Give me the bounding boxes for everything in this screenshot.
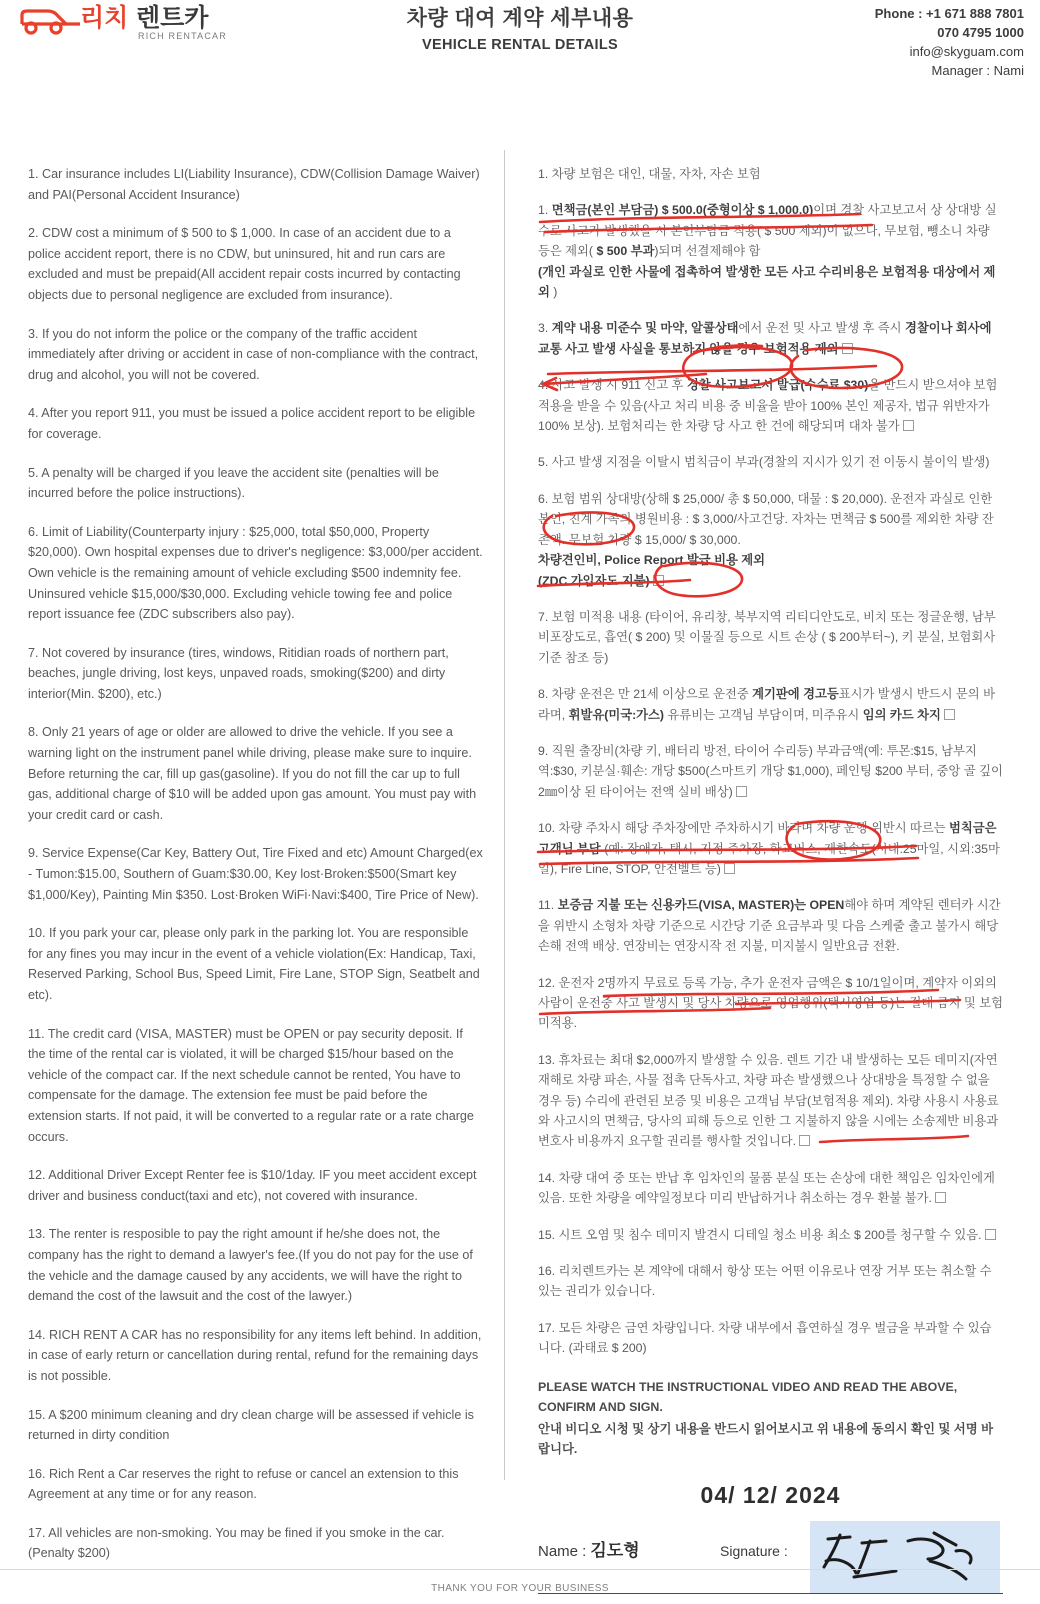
contract-date: 04/ 12/ 2024 <box>700 1481 841 1508</box>
contact-phone-secondary: 070 4795 1000 <box>937 25 1024 40</box>
terms-korean-list <box>538 164 1003 1359</box>
document-header <box>0 0 1040 96</box>
signing-notice <box>538 1377 1003 1459</box>
term-en-15: 15. A $200 minimum cleaning and dry clean charge will be assessed if vehicle is returned in dirty condition <box>28 1407 474 1443</box>
renter-name-label: Name : <box>538 1543 587 1561</box>
contact-phone: Phone : +1 671 888 7801 <box>874 6 1024 21</box>
term-ko-checkbox-9[interactable] <box>736 786 747 797</box>
term-en-4: 4. After you report 911, you must be issued a police accident report to be eligible for coverage. <box>28 406 476 441</box>
term-ko-3: 3. 계약 내용 미준수 및 마약, 알콜상태에서 운전 및 사고 발생 후 즉시 경찰이나 회사에 교통 사고 발생 사실을 통보하지 않을 경우 보험적용 제외 <box>538 321 992 356</box>
term-ko-4: 4. 사고 발생 시 911 신고 후 경찰 사고보고서 발급(수수료 $30)을 반드시 받으셔야 보험 적용을 받을 수 있음(사고 처리 비용 중 비율을 받아 100% 본인 제공자, 법규 위반자가 100% 보상). 보험처리는 한 차량 당 사고 한 건에 해당되며 대차 불가 <box>538 378 998 434</box>
title-english: VEHICLE RENTAL DETAILS <box>422 37 618 53</box>
term-ko-checkbox-6[interactable] <box>653 575 664 586</box>
term-en-12: 12. Additional Driver Except Renter fee is $10/1day. IF you meet accident except driver and business conduct(taxi and etc), not covered with insurance. <box>28 1168 477 1203</box>
term-ko-12: 12. 운전자 2명까지 무료로 등록 가능, 추가 운전자 금액은 $ 10/1일이며, 계약자 이외의 사람이 운전중 사고 발생시 및 당사 차량으로 영업행위(택시영업 등)는 절대 금지 및 보험 미적용. <box>538 975 1003 1031</box>
svg-text:RICH RENTACAR: RICH RENTACAR <box>138 31 227 41</box>
term-en-3: 3. If you do not inform the police or the company of the traffic accident immediately after driving or accident in case of non-compliance with the contract, drug and alcohol, you will not be covered. <box>28 326 479 382</box>
svg-text:렌트카: 렌트카 <box>136 4 209 32</box>
term-ko-17: 17. 모든 차량은 금연 차량입니다. 차량 내부에서 흡연하실 경우 벌금을 부과할 수 있습니다. (과태료 $ 200) <box>538 1320 992 1356</box>
term-ko-checkbox-4[interactable] <box>903 420 914 431</box>
term-ko-13: 13. 휴차료는 최대 $2,000까지 발생할 수 있음. 렌트 기간 내 발생하는 모든 데미지(자연재해로 차량 파손, 사물 접촉 단독사고, 차량 파손 발생했으나 상대방을 특정할 수 없을 경우 등) 수리에 관련된 보증 및 비용은 고객님 부담(보험적용 제외). 차량 사용시 사용료와 사고시의 면책금, 당사의 피해 등으로 인한 그 지불하지 않을 시에는 소송제반 비용과 변호사 비용까지 요구할 권리를 행사할 것입니다. <box>538 1052 999 1149</box>
notice-korean: 안내 비디오 시청 및 상기 내용을 반드시 읽어보시고 위 내용에 동의시 확인 및 서명 바랍니다. <box>538 1421 994 1456</box>
term-ko-11: 11. 보증금 지불 또는 신용카드(VISA, MASTER)는 OPEN해야 하며 계약된 렌터카 시간을 위반시 소형차 차량 기준으로 시간당 기준 요금부과 및 다음 스케줄 출고 불가시 해당 손해 전액 배상. 연장비는 연장시작 전 지불, 미지불시 일반요금 전환. <box>538 898 1001 954</box>
term-en-10: 10. If you park your car, please only park in the parking lot. You are responsible for any fines you may incur in the event of a vehicle violation(Ex: Handicap, Taxi, Reserved Parking, School Bus, Speed Limit, Fire Lane, STOP Sign, Seatbelt and etc). <box>28 926 480 1002</box>
term-en-9: 9. Service Expense(Car Key, Battery Out, Tire Fixed and etc) Amount Charged(ex - Tumon:$15.00, Southern of Guam:$30.00, Key lost·Broken:$500(Smart key $1,000/Key), Painting Min $350. Lost·Broken WiFi·Navi:$400, Tire Price of New). <box>28 846 483 902</box>
term-ko-8: 8. 차량 운전은 만 21세 이상으로 운전중 계기판에 경고등표시가 발생시 반드시 문의 바라며, 휘발유(미국:가스) 유류비는 고객님 부담이며, 미주유시 임의 카드 차지 <box>538 687 995 722</box>
term-en-6: 6. Limit of Liability(Counterparty injury : $25,000, total $50,000, Property $20,000). Own hospital expenses due to driver's negligence: $3,000/per accident. Own vehicle is the remaining amount of vehicle excluding $500 indemnity fee. Uninsured vehicle $15,000/$30,000. Excluding vehicle towing fee and police report issuance fee (ZDC subscribers also pay). <box>28 524 483 622</box>
signature-label: Signature : <box>720 1543 788 1560</box>
term-ko-2: 1. 면책금(본인 부담금) $ 500.0(중형이상 $ 1,000.0)이며 경찰 사고보고서 상 상대방 실수로 사고가 발생했을 시 본인부담금 적용( $ 500 제외)이 없으나, 무보험, 뺑소니 차량 등은 제외( $ 500 부과)되며 선결제해야 함 (개인 과실로 인한 사물에 접촉하여 발생한 모든 사고 수리비용은 보험적용 대상에서 제외 ) <box>538 203 997 300</box>
term-ko-checkbox-15[interactable] <box>985 1229 996 1240</box>
term-ko-7: 7. 보험 미적용 내용 (타이어, 유리창, 북부지역 리티디안도로, 비치 또는 정글운행, 남부 비포장도로, 흡연( $ 200) 및 이물질 등으로 시트 손상 ( $ 200부터~), 키 분실, 보험회사 기준 참조 등) <box>538 609 996 665</box>
term-en-8: 8. Only 21 years of age or older are allowed to drive the vehicle. If you see a warning light on the instrument panel while driving, please make sure to inquire. Before returning the car, fill up gas(gasoline). If you do not fill the car up to full gas, additional charge of $10 will be added upon gas amount. You must pay with your credit card or cash. <box>28 725 477 822</box>
notice-english: PLEASE WATCH THE INSTRUCTIONAL VIDEO AND READ THE ABOVE, CONFIRM AND SIGN. <box>538 1379 958 1414</box>
term-en-14: 14. RICH RENT A CAR has no responsibility for any items left behind. In addition, in case of early return or cancellation during rental, refund for the remaining days is not possible. <box>28 1327 482 1383</box>
terms-korean-column <box>538 164 1003 1603</box>
terms-english-column <box>28 164 483 1582</box>
term-ko-15: 15. 시트 오염 및 침수 데미지 발견시 디테일 청소 비용 최소 $ 200를 청구할 수 있음. <box>538 1225 1003 1245</box>
term-en-11: 11. The credit card (VISA, MASTER) must be OPEN or pay security deposit. If the time of the rental car is violated, it will be charged $15/hour based on the vehicle of the compact car. If the next schedule cannot be rented, You have to compensate for the damage. The extension fee must be paid before the extension starts. If not paid, it will be converted to a regular rate or a rate charge occurs. <box>28 1026 474 1144</box>
term-ko-10: 10. 차량 주차시 해당 주차장에만 주차하시기 바라며 차량 운행 위반시 따르는 범칙금은 고객님 부담 (예: 장애자, 택시, 지정 주차장, 학교버스, 제한속도(시내:25마일, 시외:35마일), Fire Line, STOP, 안전벨트 등) <box>538 821 1000 876</box>
term-ko-14: 14. 차량 대여 중 또는 반납 후 임차인의 물품 분실 또는 손상에 대한 책임은 임차인에게 있음. 또한 차량을 예약일정보다 미리 반납하거나 취소하는 경우 환불 불가. <box>538 1170 995 1206</box>
term-en-13: 13. The renter is resposible to pay the right amount if he/she does not, the company has the right to demand a lawyer's fee.(If you do not pay for the use of the vehicle and the damage caused by any accidents, we will have the right to demand the cost of the lawsuit and the cost of the lawyer.) <box>28 1227 473 1304</box>
column-divider <box>504 150 505 1480</box>
title-korean: 차량 대여 계약 세부내용 <box>406 7 634 30</box>
term-ko-6: 6. 보험 범위 상대방(상해 $ 25,000/ 총 $ 50,000, 대물 : $ 20,000). 운전자 과실로 인한 본인, 친계 가족의 병원비용 : $ 3,000/사고건당. 자차는 면책금 $ 500를 제외한 차량 잔존액. 무보험 차량 $ 15,000/ $ 30,000. 차량견인비, Police Report 발급 비용 제외 (ZDC 가입자도 지불) <box>538 491 994 588</box>
renter-name-value: 김도형 <box>590 1541 640 1561</box>
term-en-2: 2. CDW cost a minimum of $ 500 to $ 1,000. In case of an accident due to a police accident report, there is no CDW, but uninsured, hit and run cars are excluded and must be prepaid(All accident repair costs incurred by contacting objects due to personal negligence are excluded from insurance). <box>28 226 461 302</box>
contact-manager: Manager : Nami <box>931 63 1024 78</box>
term-ko-1: 1. 차량 보험은 대인, 대물, 자차, 자손 보험 <box>538 167 761 181</box>
svg-text:리치: 리치 <box>80 4 129 32</box>
footer-thanks: THANK YOU FOR YOUR BUSINESS <box>431 1583 609 1594</box>
term-ko-checkbox-3[interactable] <box>842 343 853 354</box>
term-ko-checkbox-8[interactable] <box>944 709 955 720</box>
term-en-5: 5. A penalty will be charged if you leave the accident site (penalties will be incurred before the police instructions). <box>28 465 439 501</box>
term-en-1: 1. Car insurance includes LI(Liability Insurance), CDW(Collision Damage Waiver) and PAI(Personal Accident Insurance) <box>28 167 480 202</box>
renter-name-field <box>538 1541 640 1562</box>
term-en-16: 16. Rich Rent a Car reserves the right to refuse or cancel an extension to this Agreement at any time or for any reason. <box>28 1466 459 1502</box>
term-ko-5: 5. 사고 발생 지점을 이탈시 범칙금이 부과(경찰의 지시가 있기 전 이동시 불이익 발생) <box>538 455 990 470</box>
contact-block <box>875 4 1024 80</box>
term-ko-checkbox-13[interactable] <box>799 1135 810 1146</box>
term-en-7: 7. Not covered by insurance (tires, windows, Ritidian roads of northern part, beaches, jungle driving, lost keys, unpaved roads, smoking($200) and dirty interior(Min. $200), etc.) <box>28 645 449 701</box>
term-ko-9: 9. 직원 출장비(차량 키, 배터리 방전, 타이어 수리등) 부과금액(예: 투몬:$15, 남부지역:$30, 키분실·훼손: 개당 $500(스마트키 개당 $1,000), 페인팅 $200 부터, 중앙 골 깊이 2㎜이상 된 타이어는 전액 실비 배상) <box>538 743 1003 799</box>
contact-email: info@skyguam.com <box>909 44 1024 59</box>
term-en-17: 17. All vehicles are non-smoking. You may be fined if you smoke in the car. (Penalty $200) <box>28 1525 445 1561</box>
term-ko-checkbox-14[interactable] <box>935 1192 946 1203</box>
document-body <box>0 150 1040 1561</box>
term-ko-checkbox-10[interactable] <box>724 863 735 874</box>
footer-rule <box>0 1569 1040 1570</box>
term-ko-16: 16. 리치렌트카는 본 계약에 대해서 항상 또는 어떤 이유로나 연장 거부 또는 취소할 수 있는 권리가 있습니다. <box>538 1264 992 1299</box>
